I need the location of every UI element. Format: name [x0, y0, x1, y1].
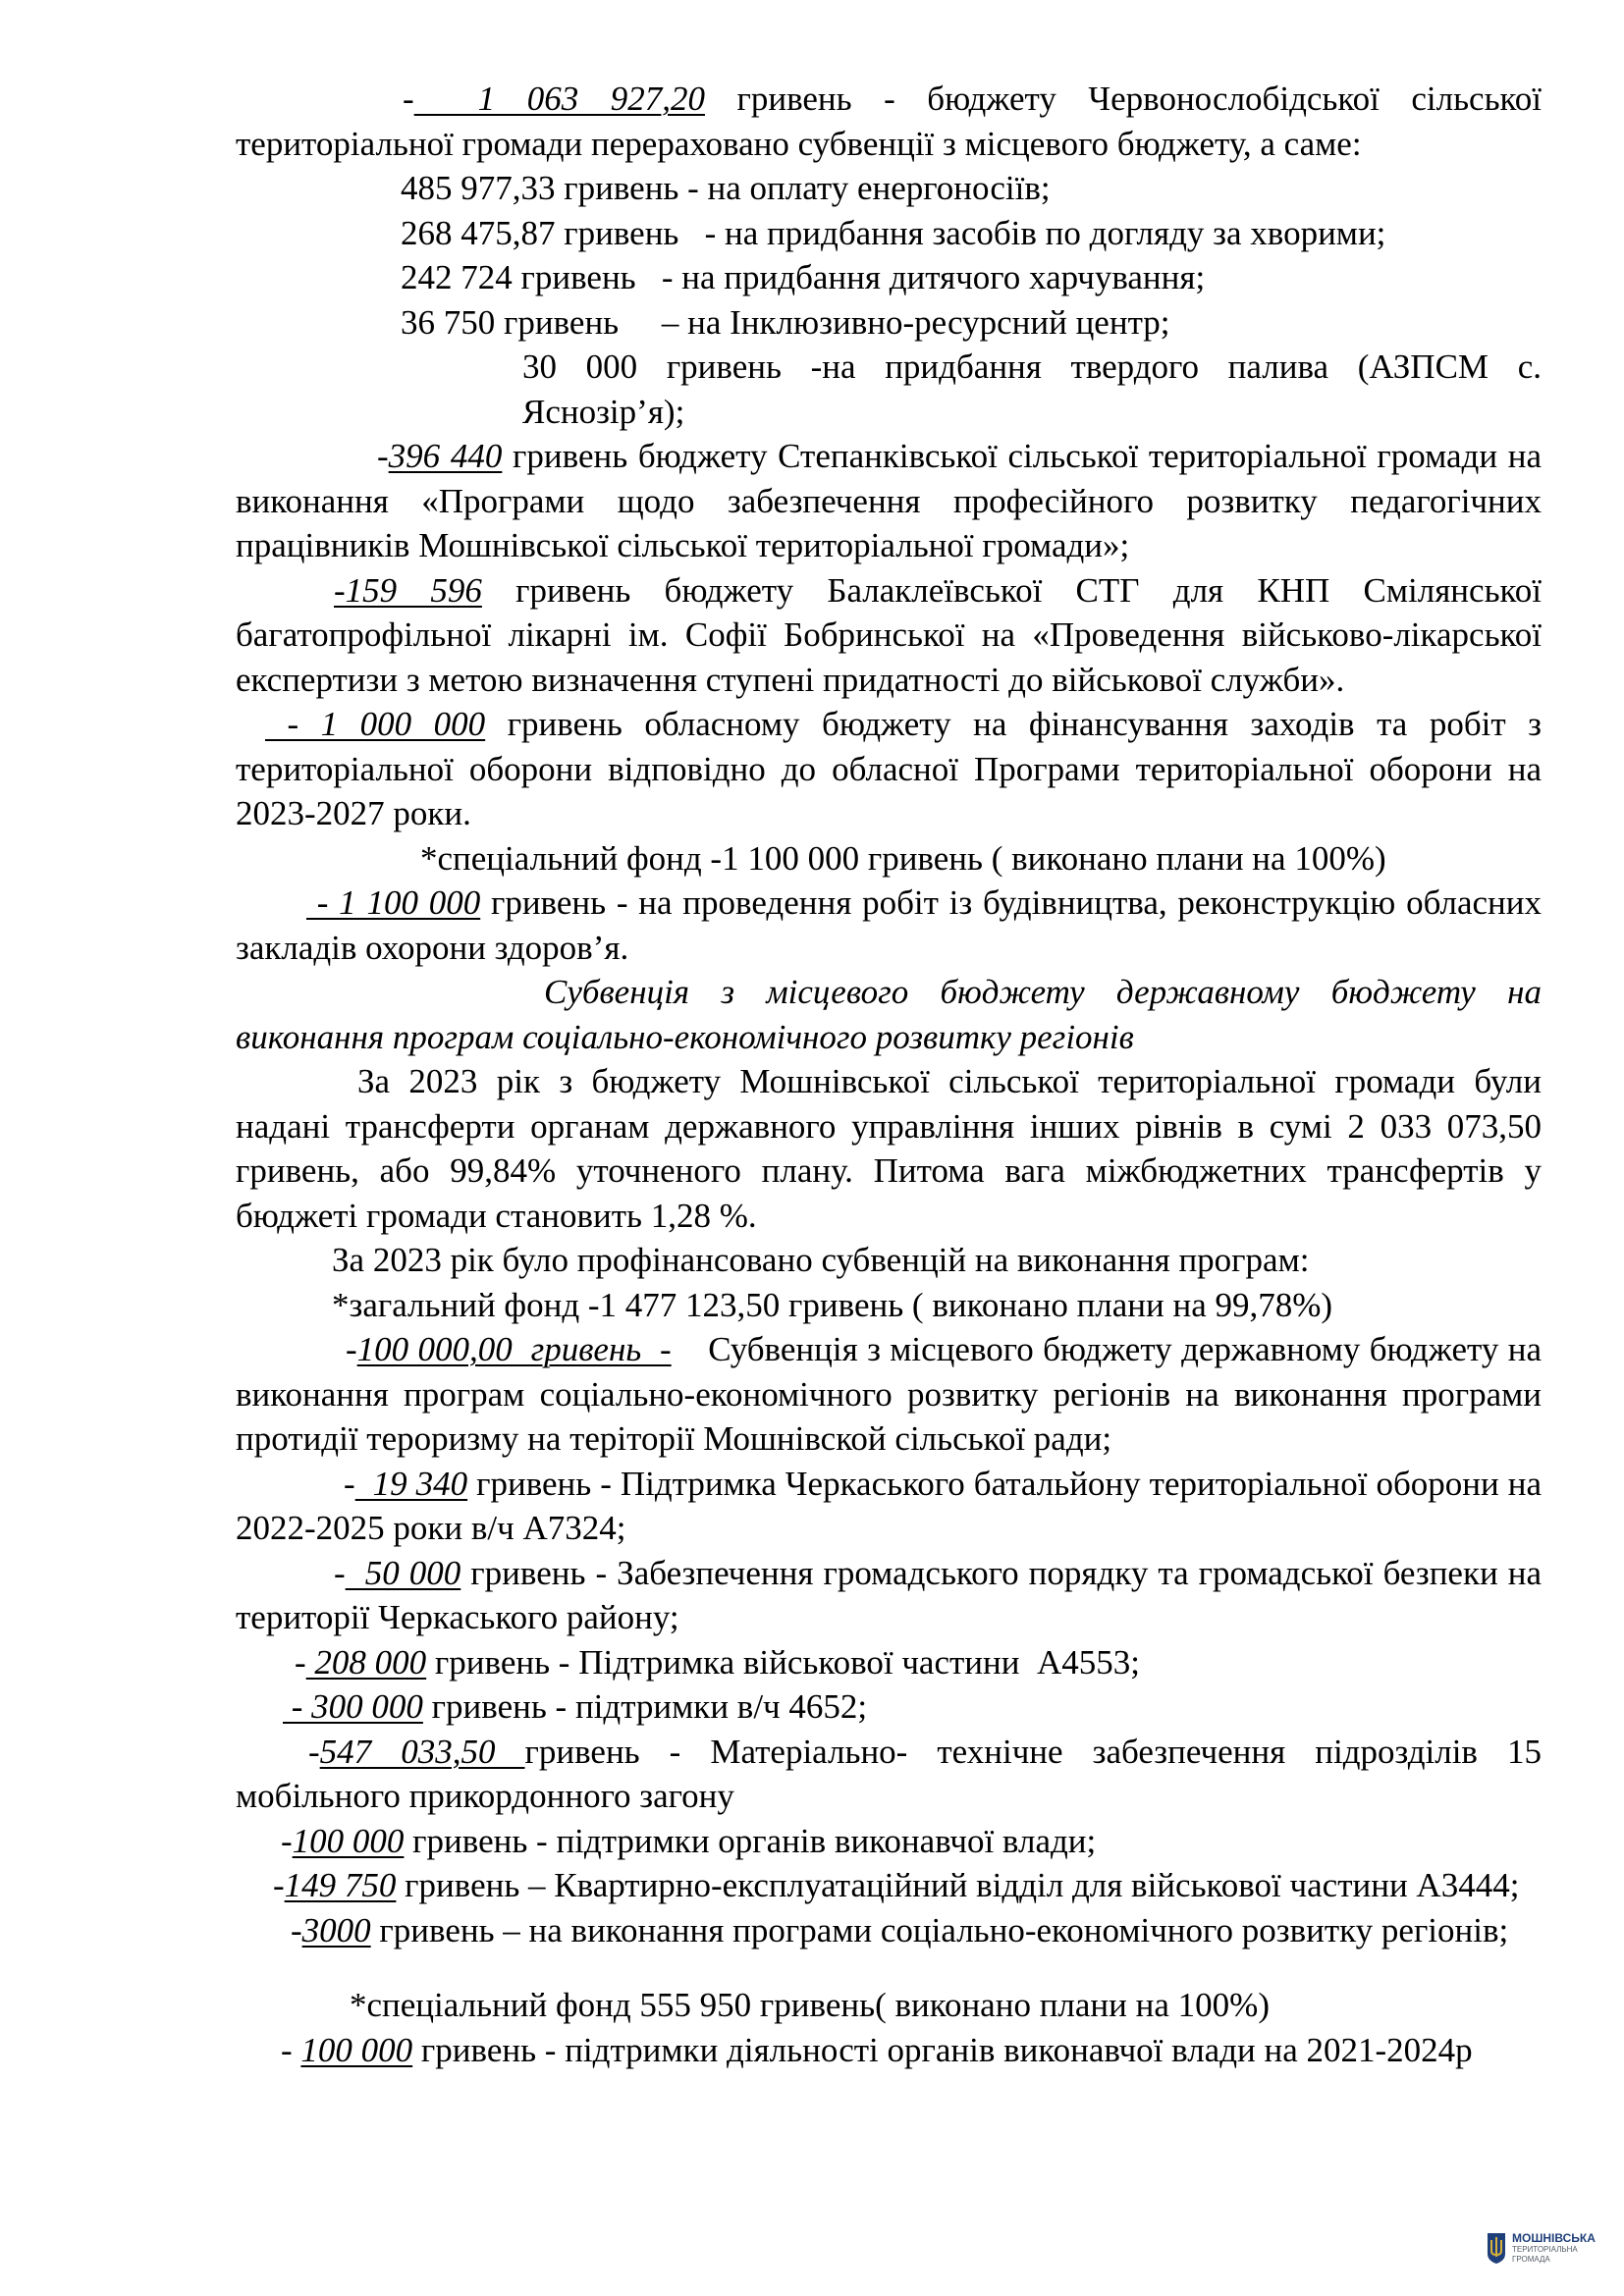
item-text: гривень - Підтримка Черкаського батальйону територіальної оборони на 2022-2025 роки в/ч А7324;	[236, 1464, 1542, 1547]
item-text: гривень – на виконання програми соціально-економічного розвитку регіонів;	[370, 1910, 1509, 1949]
special-fund-line: *спеціальний фонд 555 950 гривень( виконано плани на 100%)	[350, 1986, 1270, 2024]
special-fund-line: *спеціальний фонд -1 100 000 гривень ( виконано плани на 100%)	[420, 838, 1386, 878]
amount: 50 000	[345, 1553, 461, 1592]
paragraph-text: гривень - підтримки діяльності органів виконавчої влади на 2021-2024р	[412, 2030, 1473, 2069]
amount: 1 063 927,20	[413, 80, 705, 118]
general-fund-line: *загальний фонд -1 477 123,50 гривень ( виконано плани на 99,78%)	[332, 1285, 1333, 1324]
program-item	[236, 1684, 1542, 1730]
amount: 396 440	[388, 437, 503, 475]
paragraph-text: гривень - на проведення робіт із будівництва, реконструкцію обласних закладів охорони здоров’я.	[236, 883, 1542, 967]
paragraph-chervonoslobidska	[236, 77, 1542, 166]
item-text: Субвенція з місцевого бюджету державному бюджету на виконання програм соціально-економічного розвитку регіонів на виконання програми протидії тероризму на теріторії Мошнівской сільської ради;	[236, 1330, 1550, 1458]
paragraph-text: гривень бюджету Балаклеївської СТГ для КНП Смілянської багатопрофільної лікарні ім. Софії Бобринської на «Проведення військово-лікарської експертизи з метою визначення ступені придатності до військової служби».	[236, 570, 1542, 699]
dash: -	[377, 437, 389, 475]
program-item	[236, 1640, 1542, 1685]
spacer	[236, 1952, 1542, 1983]
dash: -	[334, 1553, 346, 1592]
amount: 100 000	[292, 1821, 405, 1860]
dash: -	[295, 1642, 306, 1682]
dash: -	[281, 2030, 301, 2069]
item-text: гривень - Матеріально- технічне забезпечення підрозділів 15 мобільного прикордонного загону	[236, 1732, 1542, 1815]
item-text: гривень - підтримки в/ч 4652;	[422, 1687, 868, 1726]
list-item: 268 475,87 гривень - на придбання засобів по догляду за хворими;	[401, 213, 1386, 252]
item-text: гривень - Підтримка військової частини А4553;	[426, 1642, 1140, 1682]
financed-line: За 2023 рік було профінансовано субвенцій на виконання програм:	[332, 1241, 1310, 1279]
program-items	[236, 1327, 1550, 1952]
item-text: гривень - підтримки органів виконавчої влади;	[404, 1821, 1097, 1860]
item-text: гривень - Забезпечення громадського порядку та громадської безпеки на території Черкаського району;	[236, 1553, 1543, 1636]
dash: -	[281, 1821, 293, 1860]
paragraph-text: гривень - бюджету Червонослобідської сільської територіальної громади перераховано субвенції з місцевого бюджету, а саме:	[236, 80, 1542, 163]
amount: 547 033,50	[319, 1732, 525, 1771]
list-item: 36 750 гривень – на Інклюзивно-ресурсний центр;	[401, 302, 1170, 342]
dash: -	[308, 1732, 320, 1771]
paragraph-balakleivska	[236, 568, 1542, 703]
logo-subtitle: ГРОМАДА	[1512, 2255, 1550, 2264]
amount: 3000	[301, 1910, 371, 1949]
trident-emblem-icon	[1486, 2230, 1507, 2266]
dash: -	[344, 1464, 355, 1503]
list-item: 485 977,33 гривень - на оплату енергоносіїв;	[401, 169, 1051, 207]
paragraph-text: 30 000 гривень -на придбання твердого палива (АЗПСМ с. Яснозір’я);	[522, 347, 1542, 431]
list-item: 242 724 гривень - на придбання дитячого харчування;	[401, 258, 1206, 296]
program-item	[236, 1819, 1542, 1864]
subvention-list	[236, 166, 1542, 345]
program-item	[236, 1730, 1542, 1819]
amount: 149 750	[284, 1866, 397, 1904]
community-logo	[1486, 2226, 1603, 2269]
document-body	[236, 77, 1550, 2072]
dash: -	[346, 1330, 357, 1368]
program-item	[236, 1863, 1542, 1908]
amount: 208 000	[305, 1642, 427, 1682]
paragraph-last	[236, 2028, 1542, 2073]
paragraph-text: гривень обласному бюджету на фінансування заходів та робіт з територіальної оборони відповідно до обласної Програми територіальної оборони на 2023-2027 роки.	[236, 705, 1543, 832]
program-item	[236, 1462, 1542, 1551]
item-text: гривень – Квартирно-експлуатаційний відділ для військової частини А3444;	[396, 1866, 1520, 1904]
intro-paragraph: За 2023 рік з бюджету Мошнівської сільської територіальної громади були надані трансферти органам державного управління інших рівнів в сумі 2 033 073,50 гривень, або 99,84% уточненого плану. Питома вага міжбюджетних трансфертів у бюджеті громади становить 1,28 %.	[236, 1062, 1542, 1235]
amount: 100 000	[300, 2030, 413, 2069]
amount: -159 596	[334, 570, 482, 610]
logo-subtitle: ТЕРИТОРІАЛЬНА	[1512, 2245, 1578, 2254]
dash: -	[403, 80, 414, 118]
amount: 19 340	[354, 1464, 468, 1503]
paragraph-stepankivska	[236, 434, 1542, 568]
paragraph-oblast-budget	[236, 702, 1542, 836]
paragraph-health-facilities	[236, 881, 1542, 970]
logo-title: МОШНІВСЬКА	[1512, 2231, 1596, 2245]
amount: - 300 000	[283, 1687, 423, 1726]
amount: 100 000,00 гривень -	[356, 1330, 672, 1368]
amount: - 1 100 000	[306, 883, 481, 922]
program-item	[236, 1551, 1542, 1640]
dash: -	[291, 1910, 302, 1949]
amount: - 1 000 000	[265, 705, 486, 743]
paragraph-text: гривень бюджету Степанківської сільської територіальної громади на виконання «Програми щодо забезпечення професійного розвитку педагогічних працівників Мошнівської сільської територіальної громади»;	[236, 437, 1543, 564]
program-item	[236, 1908, 1542, 1953]
paragraph-solid-fuel	[236, 345, 1542, 434]
dash: -	[273, 1866, 285, 1904]
program-item	[236, 1327, 1550, 1462]
section-heading: Субвенція з місцевого бюджету державному бюджету на виконання програм соціально-економічного розвитку регіонів	[236, 973, 1542, 1056]
